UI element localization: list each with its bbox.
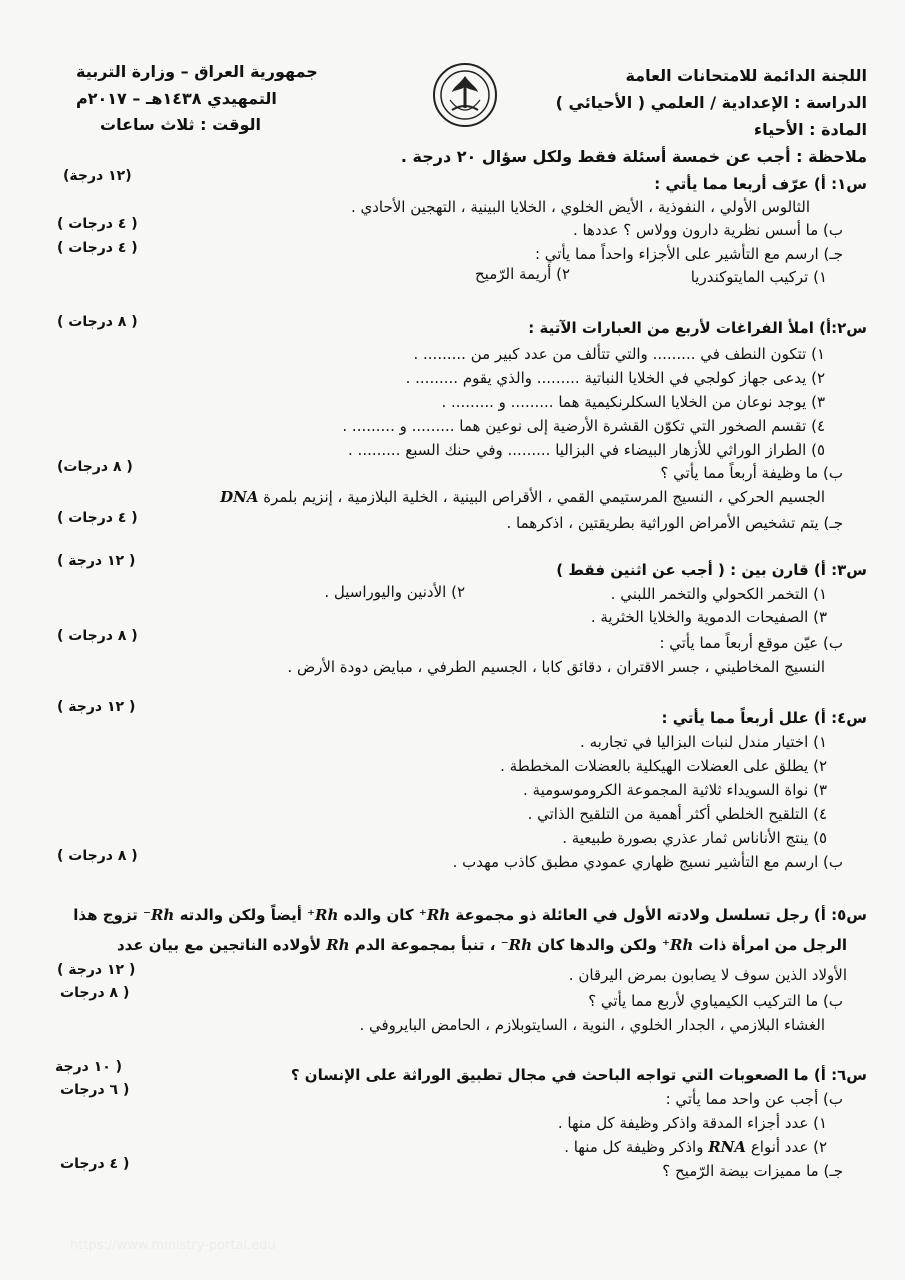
subject: المادة : الأحياء — [753, 120, 867, 139]
q3-a-mark: ( ١٢ درجة ) — [57, 553, 136, 569]
q2-b-items — [220, 487, 825, 507]
rh-positive-term: Rh⁺ — [662, 936, 694, 954]
q3-b-items: النسيج المخاطيني ، جسر الاقتران ، دقائق كابا ، الجسيم الطرفي ، مبايض دودة الأرض . — [287, 658, 825, 676]
q2-b-mark: ( ٨ درجات) — [57, 459, 133, 475]
q6-c-mark: ( ٤ درجات — [60, 1156, 130, 1172]
q3-a-2: ٢) الأدنين واليوراسيل . — [324, 583, 465, 601]
rh-term: Rh — [326, 936, 350, 954]
exam-duration: الوقت : ثلاث ساعات — [100, 115, 262, 134]
q2-a: س٢:أ) املأ الفراغات لأربع من العبارات الآتية : — [528, 319, 867, 337]
q5-a-line2-part1: الرجل من امرأة ذات — [698, 936, 847, 954]
q6-b-2 — [564, 1137, 827, 1157]
q5-a-line1-part2: كان والده — [343, 906, 414, 924]
q5-a-line2-part3: ، تنبأ بمجموعة الدم — [354, 936, 496, 954]
q4-a-4: ٤) التلقيح الخلطي أكثر أهمية من التلقيح الذاتي . — [527, 805, 827, 823]
q5-a-line2 — [117, 935, 847, 955]
q5-a-line2-part2: ولكن والدها كان — [537, 936, 657, 954]
q6-b-mark: ( ٦ درجات — [60, 1082, 130, 1098]
q2-c-mark: ( ٤ درجات ) — [57, 510, 138, 526]
q2-a-5: ٥) الطراز الوراثي للأزهار البيضاء في البزاليا ......... وفي حنك السبع ......... . — [348, 441, 825, 459]
q6-c: جـ) ما مميزات بيضة الرّميح ؟ — [662, 1162, 843, 1180]
q5-b-items: الغشاء البلازمي ، الجدار الخلوي ، النوية ، السايتوبلازم ، الحامض البايروفي . — [359, 1016, 825, 1034]
q1-c-mark: ( ٤ درجات ) — [57, 240, 138, 256]
q5-a-line1 — [73, 905, 867, 925]
q2-a-mark: ( ٨ درجات ) — [57, 314, 138, 330]
q5-b: ب) ما التركيب الكيمياوي لأربع مما يأتي ؟ — [588, 992, 843, 1010]
rh-positive-term: Rh⁺ — [307, 906, 339, 924]
q1-b: ب) ما أسس نظرية دارون وولاس ؟ عددها . — [573, 221, 843, 239]
q6-b-1: ١) عدد أجزاء المدقة واذكر وظيفة كل منها . — [557, 1114, 827, 1132]
q1-c: جـ) ارسم مع التأشير على الأجزاء واحداً مما يأتي : — [534, 245, 843, 263]
q4-a-5: ٥) ينتج الأناناس ثمار عذري بصورة طبيعية . — [562, 829, 827, 847]
q2-c: جـ) يتم تشخيص الأمراض الوراثية بطريقتين ، اذكرهما . — [506, 514, 843, 532]
q6-b-2-part1: ٢) عدد أنواع — [750, 1138, 827, 1156]
q5-a-line1-part4: تزوج هذا — [73, 906, 138, 924]
q6-b-2-part2: واذكر وظيفة كل منها . — [564, 1138, 704, 1156]
q4-a: س٤: أ) علل أربعاً مما يأتي : — [661, 709, 867, 727]
committee-title: اللجنة الدائمة للامتحانات العامة — [625, 66, 867, 85]
q5-a-mark: ( ١٢ درجة ) — [57, 962, 136, 978]
q6-a-mark: ( ١٠ درجة — [55, 1059, 123, 1075]
ministry-seal-icon — [432, 62, 498, 128]
q2-a-4: ٤) تقسم الصخور التي تكوّن القشرة الأرضية إلى نوعين هما ......... و ......... . — [342, 417, 825, 435]
rh-negative-term: Rh⁻ — [143, 906, 175, 924]
q6-b: ب) أجب عن واحد مما يأتي : — [665, 1090, 843, 1108]
republic-ministry: جمهورية العراق – وزارة التربية — [76, 62, 318, 81]
q4-a-2: ٢) يطلق على العضلات الهيكلية بالعضلات المخططة . — [500, 757, 827, 775]
q1-a: س١: أ) عرّف أربعا مما يأتي : — [654, 175, 867, 193]
study-branch: الدراسة : الإعدادية / العلمي ( الأحيائي ) — [555, 93, 867, 112]
q3-b: ب) عيّن موقع أربعاً مما يأتي : — [659, 634, 843, 652]
q2-a-3: ٣) يوجد نوعان من الخلايا السكلرنكيمية هما ......... و ......... . — [441, 393, 825, 411]
exam-session-year: التمهيدي ١٤٣٨هـ – ٢٠١٧م — [76, 89, 277, 108]
q2-b-items-text: الجسيم الحركي ، النسيج المرستيمي القمي ، الأقراص البينية ، الخلية البلازمية ، إنزيم بلمرة — [263, 488, 825, 506]
q3-a-1: ١) التخمر الكحولي والتخمر اللبني . — [610, 585, 827, 603]
q4-a-mark: ( ١٢ درجة ) — [57, 699, 136, 715]
q1-a-mark: (١٢ درجة) — [63, 168, 132, 184]
q4-a-1: ١) اختيار مندل لنبات البزاليا في تجاربه . — [580, 733, 827, 751]
q5-a-line1-part1: س٥: أ) رجل تسلسل ولادته الأول في العائلة ذو مجموعة — [455, 906, 867, 924]
q1-c-2: ٢) أريمة الرّميح — [474, 265, 570, 283]
watermark: https://www.ministry-portal.edu — [70, 1238, 276, 1253]
q5-a-line1-part3: أيضاً ولكن والدته — [179, 906, 302, 924]
q2-b: ب) ما وظيفة أربعاً مما يأتي ؟ — [660, 464, 843, 482]
q5-b-mark: ( ٨ درجات — [60, 985, 130, 1001]
dna-term: DNA — [220, 488, 259, 506]
exam-note: ملاحظة : أجب عن خمسة أسئلة فقط ولكل سؤال ٢٠ درجة . — [400, 147, 867, 166]
q2-a-1: ١) تتكون النطف في ......... والتي تتألف من عدد كبير من ......... . — [413, 345, 825, 363]
q3-a-3: ٣) الصفيحات الدموية والخلايا الخثرية . — [590, 608, 827, 626]
q4-b: ب) ارسم مع التأشير نسيج ظهاري عمودي مطبق كاذب مهدب . — [452, 853, 843, 871]
q3-a: س٣: أ) قارن بين : ( أجب عن اثنين فقط ) — [556, 561, 867, 579]
q1-c-1: ١) تركيب المايتوكندريا — [690, 268, 827, 286]
q5-a-line3: الأولاد الذين سوف لا يصابون بمرض اليرقان . — [568, 966, 847, 984]
q2-a-2: ٢) يدعى جهاز كولجي في الخلايا النباتية ......... والذي يقوم ......... . — [405, 369, 825, 387]
rna-term: RNA — [708, 1138, 747, 1156]
q4-a-3: ٣) نواة السويداء ثلاثية المجموعة الكروموسومية . — [523, 781, 827, 799]
q4-b-mark: ( ٨ درجات ) — [57, 848, 138, 864]
rh-positive-term: Rh⁺ — [418, 906, 451, 924]
q6-a: س٦: أ) ما الصعوبات التي تواجه الباحث في مجال تطبيق الوراثة على الإنسان ؟ — [290, 1066, 867, 1084]
q1-b-mark: ( ٤ درجات ) — [57, 216, 138, 232]
q5-a-line2-part4: لأولاده الناتجين مع بيان عدد — [116, 936, 321, 954]
q3-b-mark: ( ٨ درجات ) — [57, 628, 138, 644]
q1-a-items: الثالوس الأولي ، النفوذية ، الأيض الخلوي ، الخلايا البينية ، التهجين الأحادي . — [350, 198, 810, 216]
rh-negative-term: Rh⁻ — [500, 936, 532, 954]
